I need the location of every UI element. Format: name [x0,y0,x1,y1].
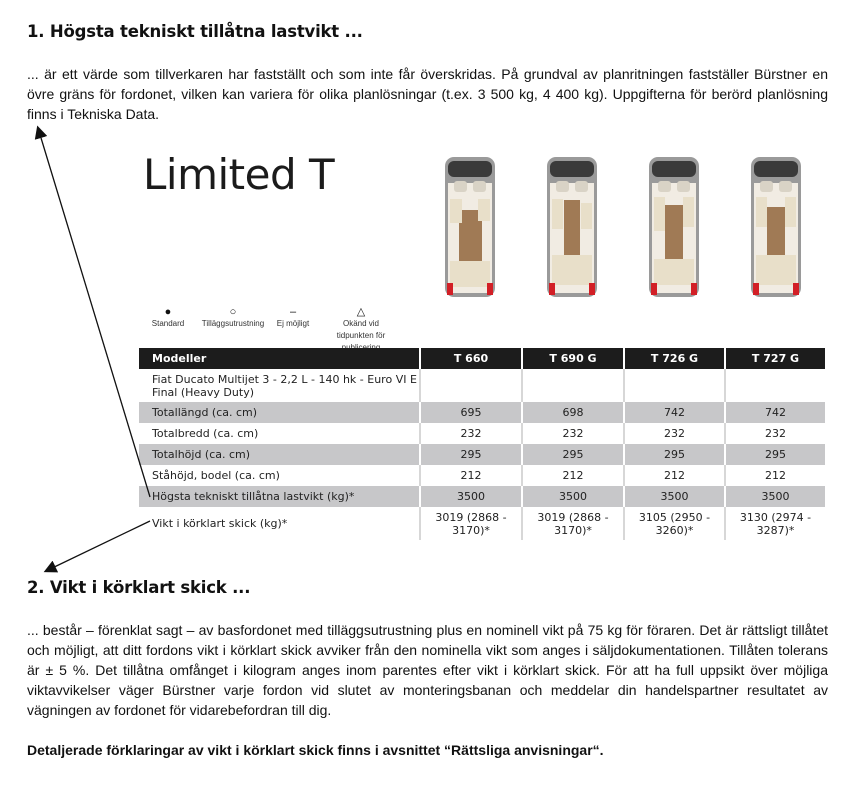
legend-label: Tilläggsutrustning [201,319,265,328]
header-models: Modeller [139,348,420,369]
dash-icon: – [289,306,297,318]
section2-heading: 2. Vikt i körklart skick ... [27,578,251,597]
arrow-to-section2 [46,521,150,571]
legend-label: Standard [151,319,185,328]
cell: 3130 (2974 - 3287)* [725,507,825,540]
section1-heading: 1. Högsta tekniskt tillåtna lastvikt ... [27,22,363,41]
cell: 3019 (2868 - 3170)* [420,507,522,540]
header-t726g: T 726 G [624,348,725,369]
legend-label: Ej möjligt [276,319,310,328]
cell: 3500 [725,486,825,507]
section2-paragraph: ... består – förenklat sagt – av basfordonet med tilläggsutrustning plus en nominell vikt på 75 kg för föraren. Det är rättsligt tillåtet och möjligt, att ditt fordons vikt i körklart skick avviker från den nominella vikt som anges i säljdokumentationen. Tillåten tolerans är ± 5 %. Det tillåtna omfånget i kilogram anges inom parentes efter vikt i körklart skick. För att ha full uppsikt över möjliga viktavvikelser väger Bürstner varje fordon vid slutet av monteringsbanan och meddelar din handelspartner resultatet av vägningen av fordonet för vidarebefordran till dig. [27,622,828,718]
cell: 3019 (2868 - 3170)* [522,507,624,540]
cell: 698 [522,402,624,423]
row-label: Totallängd (ca. cm) [139,402,420,423]
cell: 212 [624,465,725,486]
cell: 232 [725,423,825,444]
header-t690g: T 690 G [522,348,624,369]
section2-note: Detaljerade förklaringar av vikt i körklart skick finns i avsnittet “Rättsliga anvisningar“. [27,742,604,758]
cell: 742 [624,402,725,423]
row-label: Totalhöjd (ca. cm) [139,444,420,465]
cell: 232 [624,423,725,444]
cell: 3500 [522,486,624,507]
header-t660: T 660 [420,348,522,369]
cell: 295 [725,444,825,465]
section1-paragraph: ... är ett värde som tillverkaren har fastställt och som inte får överskridas. På grundval av planritningen fastställer Bürstner en övre gräns för fordonet, vilken kan variera för olika planlösningar (t.ex. 3 500 kg, 4 400 kg). Uppgifterna för berörd planlösning finns i Tekniska Data. [27,66,828,122]
header-t727g: T 727 G [725,348,825,369]
row-label: Vikt i körklart skick (kg)* [139,507,420,540]
cell: 295 [624,444,725,465]
cell: 232 [420,423,522,444]
triangle-icon: △ [356,306,366,318]
cell: 3105 (2950 - 3260)* [624,507,725,540]
row-label: Ståhöjd, bodel (ca. cm) [139,465,420,486]
cell: 3500 [624,486,725,507]
row-label: Totalbredd (ca. cm) [139,423,420,444]
cell: 742 [725,402,825,423]
cell: 212 [420,465,522,486]
legend-label: Okänd vid tidpunkten för [336,319,386,340]
row-label: Fiat Ducato Multijet 3 - 2,2 L - 140 hk - Euro VI E Final (Heavy Duty) [139,369,420,402]
cell: 695 [420,402,522,423]
cell: 3500 [420,486,522,507]
arrow-to-section1 [38,128,150,497]
cell: 232 [522,423,624,444]
cell: 295 [420,444,522,465]
cell: 212 [725,465,825,486]
row-label: Högsta tekniskt tillåtna lastvikt (kg)* [139,486,420,507]
hollow-dot-icon: ○ [229,306,237,318]
filled-dot-icon: ● [164,306,172,318]
cell: 295 [522,444,624,465]
brochure-title: Limited T [143,150,335,199]
cell: 212 [522,465,624,486]
